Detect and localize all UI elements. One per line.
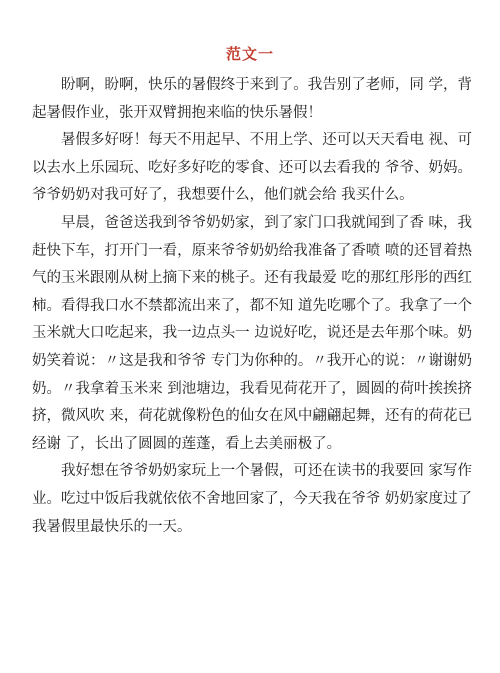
paragraph-1: 盼啊，盼啊，快乐的暑假终于来到了。我告别了老师，同 学，背起暑假作业，张开双臂拥抱来临的快乐暑假！: [32, 77, 472, 121]
paragraph-2: 暑假多好呀！每天不用起早、不用上学、还可以天天看电 视、可以去水上乐园玩、吃好多好吃的零食、还可以去看我的 爷爷、奶妈。爷爷奶奶对我可好了，我想要什么，他们就会给 我买什么。: [32, 132, 472, 204]
paragraph-3: 早晨，爸爸送我到爷爷奶奶家，到了家门口我就闻到了香 味，我赶快下车，打开门一看，原来爷爷奶奶给我准备了香喷 喷的还冒着热气的玉米跟刚从树上摘下来的桃子。还有我最爱 吃的那红彤彤的西红柿。看得我口水不禁都流出来了，都不知 道先吃哪个了。我拿了一个玉米就大口吃起来，我一边点头一 边说好吃，说还是去年那个味。奶奶笑着说：〃这是我和爷爷 专门为你种的。〃我开心的说：〃谢谢奶奶。〃我拿着玉米来 到池塘边，我看见荷花开了，圆圆的荷叶挨挨挤挤，微风吹 来，荷花就像粉色的仙女在风中翩翩起舞，还有的荷花已经谢 了，长出了圆圆的莲蓬，看上去美丽极了。: [32, 214, 472, 452]
document-body: [32, 72, 472, 541]
paragraph-4: 我好想在爷爷奶奶家玩上一个暑假，可还在读书的我要回 家写作业。吃过中饭后我就依依不舍地回家了，今天我在爷爷 奶奶家度过了我暑假里最快乐的一天。: [32, 463, 472, 535]
document-title: 范文一: [225, 45, 274, 63]
